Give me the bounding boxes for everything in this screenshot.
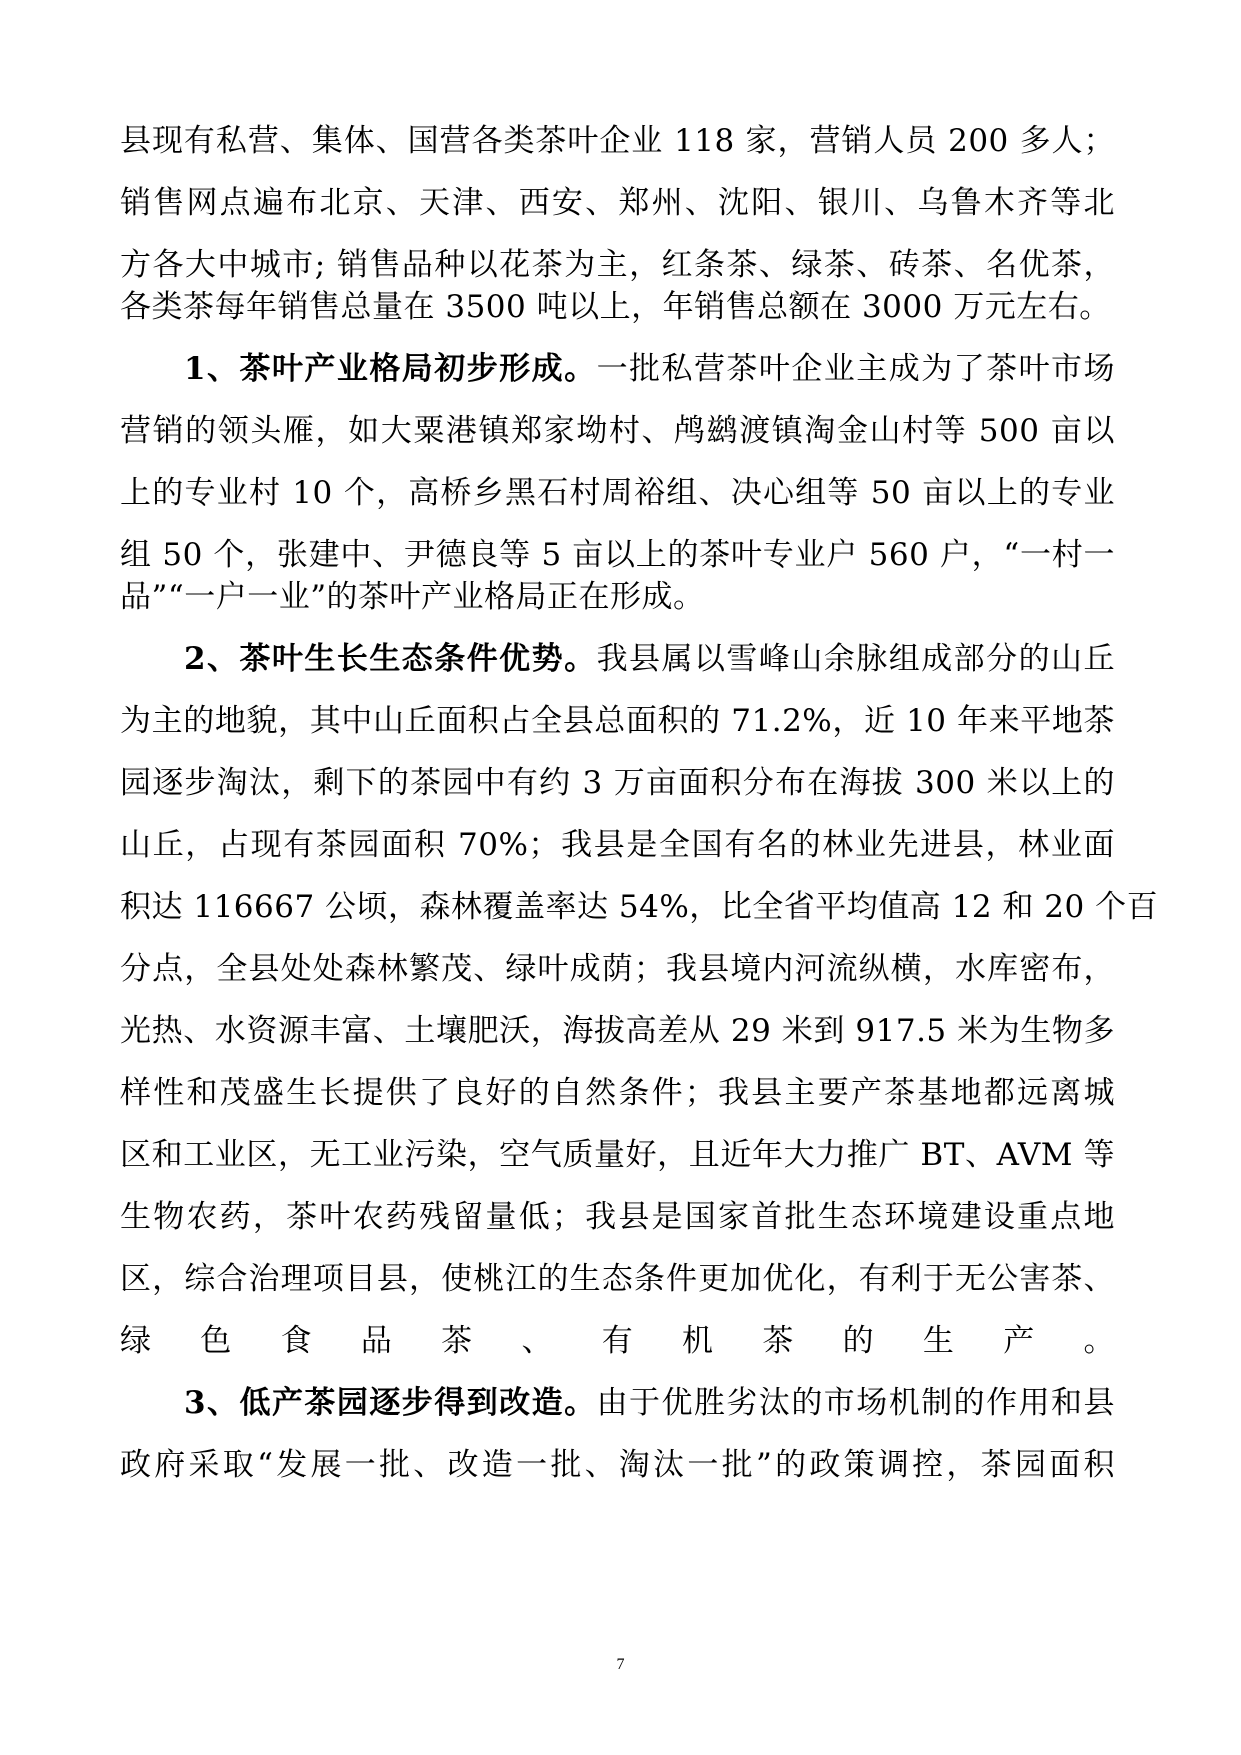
text-run: 一批私营茶叶企业主成为了茶叶市场: [596, 351, 1115, 387]
text-line: 分点，全县处处森林繁茂、绿叶成荫；我县境内河流纵横，水库密布，: [120, 951, 1115, 987]
text-line: 组 50 个，张建中、尹德良等 5 亩以上的茶叶专业户 560 户，“一村一: [120, 537, 1115, 573]
section-heading: 2、茶叶生长生态条件优势。: [184, 641, 597, 677]
text-line: [184, 639, 1115, 679]
text-run: 由于优胜劣汰的市场机制的作用和县: [596, 1385, 1115, 1421]
text-run: 我县属以雪峰山余脉组成部分的山丘: [596, 641, 1115, 677]
text-line: 光热、水资源丰富、土壤肥沃，海拔高差从 29 米到 917.5 米为生物多: [120, 1013, 1115, 1049]
page-number: 7: [616, 1656, 625, 1673]
text-line: 区和工业区，无工业污染，空气质量好，且近年大力推广 BT、AVM 等: [120, 1137, 1115, 1173]
section-heading: 1、茶叶产业格局初步形成。: [184, 351, 597, 387]
text-line: 政府采取“发展一批、改造一批、淘汰一批”的政策调控，茶园面积: [120, 1447, 1115, 1483]
text-line: 为主的地貌，其中山丘面积占全县总面积的 71.2%，近 10 年来平地茶: [120, 703, 1115, 739]
text-line: 生物农药，茶叶农药残留量低；我县是国家首批生态环境建设重点地: [120, 1199, 1115, 1235]
section-heading: 3、低产茶园逐步得到改造。: [184, 1385, 597, 1421]
text-line: 方各大中城市; 销售品种以花茶为主，红条茶、绿茶、砖茶、名优茶，: [120, 247, 1115, 283]
text-line: 上的专业村 10 个，高桥乡黑石村周裕组、决心组等 50 亩以上的专业: [120, 475, 1115, 511]
text-line: 品”“一户一业”的茶叶产业格局正在形成。: [120, 579, 705, 615]
text-line: 各类茶每年销售总量在 3500 吨以上，年销售总额在 3000 万元左右。: [120, 289, 1111, 325]
text-line: 积达 116667 公顷，森林覆盖率达 54%，比全省平均值高 12 和 20 个百: [120, 889, 1159, 925]
text-line: 样性和茂盛生长提供了良好的自然条件；我县主要产茶基地都远离城: [120, 1075, 1115, 1111]
text-line: 营销的领头雁，如大粟港镇郑家坳村、鸬鹚渡镇淘金山村等 500 亩以: [120, 413, 1115, 449]
text-line: 销售网点遍布北京、天津、西安、郑州、沈阳、银川、乌鲁木齐等北: [120, 185, 1115, 221]
text-line: [184, 349, 1115, 389]
text-line: 县现有私营、集体、国营各类茶叶企业 118 家，营销人员 200 多人；: [120, 123, 1115, 159]
text-line: 区，综合治理项目县，使桃江的生态条件更加优化，有利于无公害茶、: [120, 1261, 1115, 1297]
text-line: 绿色食品茶、有机茶的生产。: [120, 1323, 1115, 1359]
text-line: 园逐步淘汰，剩下的茶园中有约 3 万亩面积分布在海拔 300 米以上的: [120, 765, 1115, 801]
text-line: 山丘，占现有茶园面积 70%；我县是全国有名的林业先进县，林业面: [120, 827, 1115, 863]
text-line: [184, 1383, 1115, 1423]
